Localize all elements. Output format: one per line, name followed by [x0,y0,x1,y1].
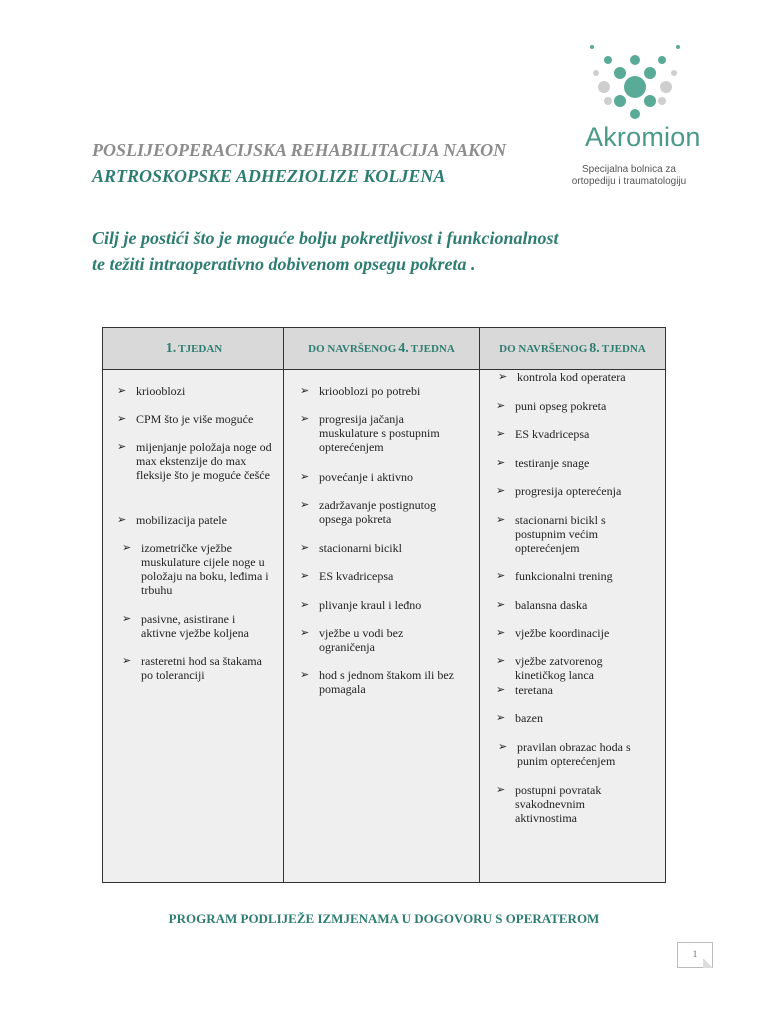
dots-logo-icon [590,40,690,120]
list-item: ➢ kontrola kod operatera [498,370,626,384]
brand-subtitle-line2: ortopediju i traumatologiju [571,176,687,187]
list-item: ➢ pasivne, asistirane i aktivne vježbe koljena [122,612,249,640]
list-item: ➢ ES kvadricepsa [496,427,590,441]
page-number-text: 1 [692,949,698,959]
akromion-logo [545,40,725,190]
goal-statement [92,225,712,277]
list-item: ➢ funkcionalni trening [496,569,613,583]
column-body [480,370,665,882]
header-suffix: TJEDNA [410,342,455,355]
list-item: ➢ bazen [496,711,543,725]
header-suffix: TJEDNA [601,342,646,355]
footer-note: PROGRAM PODLIJEŽE IZMJENAMA U DOGOVORU S OPERATEROM [168,911,600,926]
list-item: ➢ kriooblozi po potrebi [300,384,421,398]
document-title-line2: ARTROSKOPSKE ADHEZIOLIZE KOLJENA [92,166,446,186]
list-item: ➢ mobilizacija patele [117,513,227,527]
list-item: ➢ CPM što je više moguće [117,412,254,426]
header-number: 8. [589,340,600,356]
header-prefix: DO NAVRŠENOG [308,342,397,355]
page-fold-icon [703,958,713,968]
column-week-8 [480,328,665,882]
column-header-week-4 [284,328,479,370]
column-header-week-1 [103,328,283,370]
header-number: 1. [165,340,177,356]
rehab-schedule-table [102,327,666,883]
list-item: ➢ hod s jednom štakom ili bez pomagala [300,668,454,696]
list-item: ➢ postupni povratak svakodnevnim aktivnostima [496,783,602,825]
list-item: ➢ testiranje snage [496,456,590,470]
brand-subtitle [549,164,709,188]
header-prefix: DO NAVRŠENOG [499,342,588,355]
goal-line2: te težiti intraoperativno dobivenom opsegu pokreta . [92,254,476,274]
column-body [103,370,283,882]
list-item: ➢ stacionarni bicikl [300,541,402,555]
column-week-1 [103,328,284,882]
list-item: ➢ teretana [496,683,553,697]
list-item: ➢ izometričke vježbe muskulature cijele noge u položaju na boku, leđima i trbuhu [122,541,269,597]
column-header-week-8 [480,328,665,370]
list-item: ➢ kriooblozi [117,384,186,398]
list-item: ➢ vježbe koordinacije [496,626,610,640]
list-item: ➢ progresija opterećenja [496,484,622,498]
list-item: ➢ balansna daska [496,598,588,612]
list-item: ➢ mijenjanje položaja noge od max ekstenzije do max fleksije što je moguće češće [117,440,272,482]
list-item: ➢ zadržavanje postignutog opsega pokreta [300,498,436,526]
list-item: ➢ ES kvadricepsa [300,569,394,583]
document-title-line1: POSLIJEOPERACIJSKA REHABILITACIJA NAKON [92,140,507,160]
list-item: ➢ plivanje kraul i leđno [300,598,422,612]
list-item: ➢ puni opseg pokreta [496,399,607,413]
header-suffix: TJEDAN [178,342,223,355]
list-item: ➢ stacionarni bicikl s postupnim većim opterećenjem [496,513,606,555]
page-number [677,942,713,968]
list-item: ➢ rasteretni hod sa štakama po toleranciji [122,654,262,682]
list-item: ➢ vježbe zatvorenog kinetičkog lanca [496,654,603,682]
column-body [284,370,479,882]
header-number: 4. [398,340,409,356]
list-item: ➢ progresija jačanja muskulature s postupnim opterećenjem [300,412,440,454]
column-week-4 [284,328,480,882]
list-item: ➢ povećanje i aktivno [300,470,413,484]
list-item: ➢ vježbe u vodi bez ograničenja [300,626,404,654]
brand-subtitle-line1: Specijalna bolnica za [582,164,676,175]
goal-line1: Cilj je postići što je moguće bolju pokretljivost i funkcionalnost [92,228,559,248]
brand-name: Akromion [585,122,701,152]
list-item: ➢ pravilan obrazac hoda s punim opterećenjem [498,740,631,768]
